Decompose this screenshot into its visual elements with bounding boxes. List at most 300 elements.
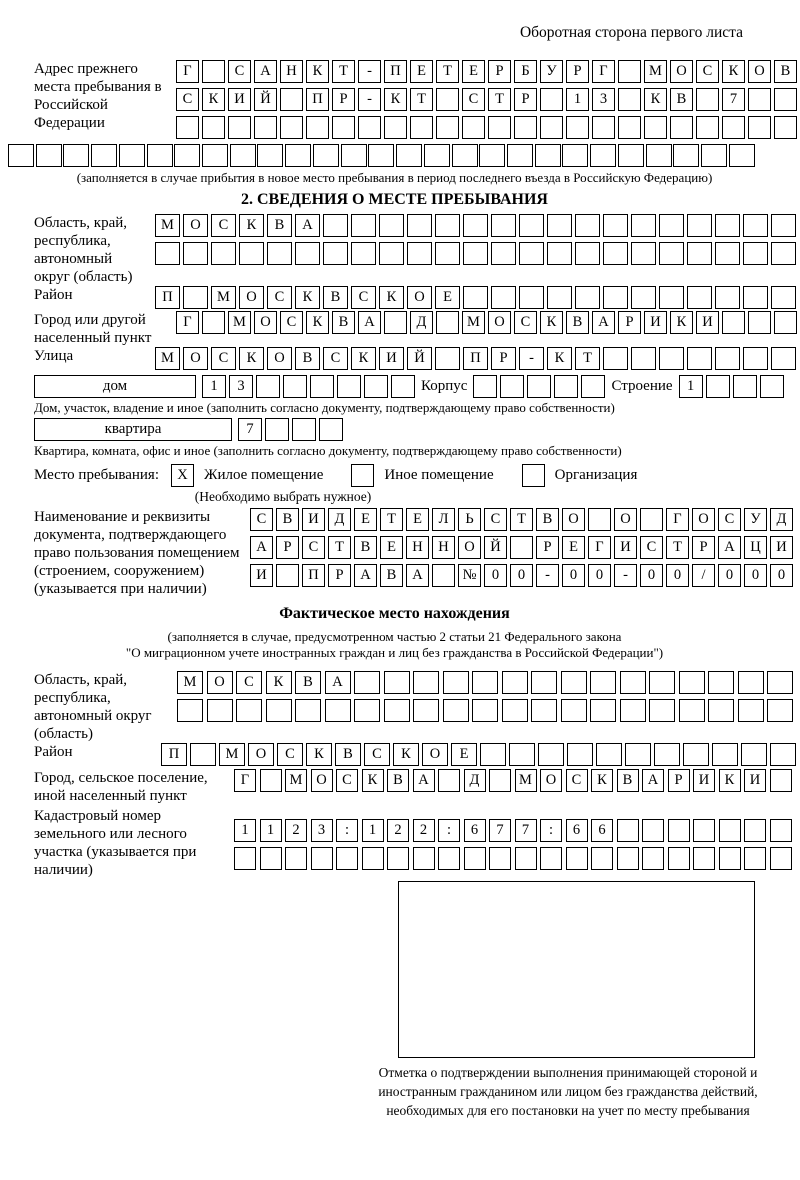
char-cell[interactable]: К (719, 769, 741, 792)
char-cell[interactable] (701, 144, 727, 167)
char-cell[interactable] (540, 847, 562, 870)
char-cell[interactable] (323, 242, 348, 265)
char-cell[interactable]: С (640, 536, 663, 559)
char-cell[interactable] (472, 671, 498, 694)
char-cell[interactable]: Г (234, 769, 256, 792)
char-cell[interactable]: Т (436, 60, 459, 83)
char-cell[interactable]: И (744, 769, 766, 792)
char-cell[interactable] (519, 242, 544, 265)
char-cell[interactable]: К (393, 743, 419, 766)
char-cell[interactable] (642, 847, 664, 870)
char-cell[interactable] (640, 508, 663, 531)
char-cell[interactable] (190, 743, 216, 766)
char-cell[interactable] (155, 242, 180, 265)
char-cell[interactable] (592, 116, 615, 139)
char-cell[interactable] (668, 847, 690, 870)
char-cell[interactable] (351, 214, 376, 237)
char-cell[interactable] (295, 699, 321, 722)
char-cell[interactable]: 1 (234, 819, 256, 842)
char-cell[interactable] (748, 116, 771, 139)
char-cell[interactable] (63, 144, 89, 167)
char-cell[interactable] (588, 508, 611, 531)
char-cell[interactable]: К (362, 769, 384, 792)
char-cell[interactable]: А (413, 769, 435, 792)
char-cell[interactable]: К (379, 286, 404, 309)
char-cell[interactable]: Е (451, 743, 477, 766)
char-cell[interactable] (489, 847, 511, 870)
char-cell[interactable]: М (285, 769, 307, 792)
char-cell[interactable] (748, 311, 771, 334)
char-cell[interactable] (119, 144, 145, 167)
char-cell[interactable] (743, 286, 768, 309)
char-cell[interactable]: / (692, 564, 715, 587)
char-cell[interactable]: П (384, 60, 407, 83)
char-cell[interactable] (202, 60, 225, 83)
char-cell[interactable]: С (566, 769, 588, 792)
char-cell[interactable] (234, 847, 256, 870)
char-cell[interactable] (590, 699, 616, 722)
char-cell[interactable]: С (176, 88, 199, 111)
char-cell[interactable] (617, 847, 639, 870)
char-cell[interactable]: 1 (679, 375, 703, 398)
char-cell[interactable] (462, 116, 485, 139)
char-cell[interactable] (254, 116, 277, 139)
char-cell[interactable]: - (614, 564, 637, 587)
char-cell[interactable] (463, 242, 488, 265)
char-cell[interactable] (547, 286, 572, 309)
char-cell[interactable] (472, 699, 498, 722)
char-cell[interactable] (659, 347, 684, 370)
char-cell[interactable]: Р (618, 311, 641, 334)
char-cell[interactable] (323, 214, 348, 237)
char-cell[interactable]: О (422, 743, 448, 766)
char-cell[interactable] (591, 847, 613, 870)
char-cell[interactable]: Н (432, 536, 455, 559)
char-cell[interactable] (771, 242, 796, 265)
char-cell[interactable] (310, 375, 334, 398)
char-cell[interactable]: С (514, 311, 537, 334)
char-cell[interactable] (631, 286, 656, 309)
char-cell[interactable]: О (311, 769, 333, 792)
char-cell[interactable] (295, 242, 320, 265)
char-cell[interactable] (618, 88, 641, 111)
char-cell[interactable] (379, 242, 404, 265)
char-cell[interactable] (443, 699, 469, 722)
char-cell[interactable] (510, 536, 533, 559)
char-cell[interactable]: 2 (413, 819, 435, 842)
char-cell[interactable]: Л (432, 508, 455, 531)
char-cell[interactable]: : (540, 819, 562, 842)
char-cell[interactable] (480, 743, 506, 766)
char-cell[interactable]: С (718, 508, 741, 531)
char-cell[interactable] (693, 847, 715, 870)
char-cell[interactable] (311, 847, 333, 870)
char-cell[interactable]: У (540, 60, 563, 83)
char-cell[interactable] (719, 819, 741, 842)
char-cell[interactable] (575, 242, 600, 265)
char-cell[interactable] (547, 214, 572, 237)
char-cell[interactable] (463, 286, 488, 309)
char-cell[interactable] (642, 819, 664, 842)
char-cell[interactable]: 0 (588, 564, 611, 587)
char-cell[interactable] (463, 214, 488, 237)
char-cell[interactable]: Е (380, 536, 403, 559)
char-cell[interactable] (384, 671, 410, 694)
char-cell[interactable] (760, 375, 784, 398)
char-cell[interactable] (384, 311, 407, 334)
char-cell[interactable] (620, 671, 646, 694)
char-cell[interactable] (770, 743, 796, 766)
char-cell[interactable] (538, 743, 564, 766)
char-cell[interactable] (527, 375, 551, 398)
char-cell[interactable] (733, 375, 757, 398)
char-cell[interactable] (491, 214, 516, 237)
char-cell[interactable] (771, 286, 796, 309)
char-cell[interactable] (744, 847, 766, 870)
char-cell[interactable] (267, 242, 292, 265)
char-cell[interactable] (362, 847, 384, 870)
char-cell[interactable] (531, 671, 557, 694)
char-cell[interactable]: А (592, 311, 615, 334)
char-cell[interactable]: С (364, 743, 390, 766)
char-cell[interactable] (436, 116, 459, 139)
char-cell[interactable] (687, 286, 712, 309)
char-cell[interactable] (696, 88, 719, 111)
char-cell[interactable] (410, 116, 433, 139)
char-cell[interactable] (575, 214, 600, 237)
char-cell[interactable] (738, 699, 764, 722)
char-cell[interactable] (256, 375, 280, 398)
char-cell[interactable] (174, 144, 200, 167)
char-cell[interactable] (625, 743, 651, 766)
char-cell[interactable]: С (277, 743, 303, 766)
char-cell[interactable] (581, 375, 605, 398)
char-cell[interactable] (744, 819, 766, 842)
char-cell[interactable]: Р (328, 564, 351, 587)
char-cell[interactable]: Е (406, 508, 429, 531)
char-cell[interactable]: К (239, 214, 264, 237)
char-cell[interactable] (509, 743, 535, 766)
char-cell[interactable] (473, 375, 497, 398)
char-cell[interactable]: Й (484, 536, 507, 559)
char-cell[interactable] (228, 116, 251, 139)
char-cell[interactable] (722, 116, 745, 139)
char-cell[interactable] (396, 144, 422, 167)
char-cell[interactable]: Д (464, 769, 486, 792)
char-cell[interactable] (8, 144, 34, 167)
char-cell[interactable] (774, 88, 797, 111)
char-cell[interactable]: Т (332, 60, 355, 83)
char-cell[interactable]: К (202, 88, 225, 111)
char-cell[interactable]: Р (276, 536, 299, 559)
char-cell[interactable]: Т (328, 536, 351, 559)
char-cell[interactable] (230, 144, 256, 167)
char-cell[interactable]: Т (575, 347, 600, 370)
char-cell[interactable]: А (358, 311, 381, 334)
char-cell[interactable]: М (462, 311, 485, 334)
char-cell[interactable] (488, 116, 511, 139)
char-cell[interactable] (687, 242, 712, 265)
char-cell[interactable]: Т (488, 88, 511, 111)
char-cell[interactable] (432, 564, 455, 587)
char-cell[interactable]: Р (332, 88, 355, 111)
char-cell[interactable] (91, 144, 117, 167)
char-cell[interactable] (176, 116, 199, 139)
char-cell[interactable] (620, 699, 646, 722)
char-cell[interactable] (491, 242, 516, 265)
char-cell[interactable]: С (228, 60, 251, 83)
char-cell[interactable] (387, 847, 409, 870)
char-cell[interactable]: К (306, 311, 329, 334)
char-cell[interactable]: 0 (744, 564, 767, 587)
char-cell[interactable] (575, 286, 600, 309)
char-cell[interactable] (236, 699, 262, 722)
char-cell[interactable]: О (407, 286, 432, 309)
char-cell[interactable] (566, 116, 589, 139)
char-cell[interactable]: К (351, 347, 376, 370)
char-cell[interactable] (617, 819, 639, 842)
char-cell[interactable]: К (295, 286, 320, 309)
char-cell[interactable] (266, 699, 292, 722)
char-cell[interactable]: Р (668, 769, 690, 792)
char-cell[interactable] (741, 743, 767, 766)
char-cell[interactable] (354, 699, 380, 722)
char-cell[interactable]: К (306, 60, 329, 83)
char-cell[interactable] (531, 699, 557, 722)
char-cell[interactable]: 7 (489, 819, 511, 842)
char-cell[interactable] (202, 116, 225, 139)
char-cell[interactable]: Д (410, 311, 433, 334)
char-cell[interactable] (384, 699, 410, 722)
char-cell[interactable]: В (323, 286, 348, 309)
char-cell[interactable] (292, 418, 316, 441)
char-cell[interactable] (413, 671, 439, 694)
char-cell[interactable]: В (335, 743, 361, 766)
char-cell[interactable]: П (302, 564, 325, 587)
char-cell[interactable]: 7 (722, 88, 745, 111)
char-cell[interactable]: 6 (591, 819, 613, 842)
char-cell[interactable] (743, 347, 768, 370)
char-cell[interactable] (435, 214, 460, 237)
char-cell[interactable] (693, 819, 715, 842)
char-cell[interactable] (276, 564, 299, 587)
char-cell[interactable]: Т (666, 536, 689, 559)
char-cell[interactable] (771, 214, 796, 237)
char-cell[interactable]: Н (406, 536, 429, 559)
char-cell[interactable]: А (250, 536, 273, 559)
char-cell[interactable] (364, 375, 388, 398)
char-cell[interactable]: С (302, 536, 325, 559)
char-cell[interactable] (715, 214, 740, 237)
char-cell[interactable] (257, 144, 283, 167)
char-cell[interactable] (596, 743, 622, 766)
char-cell[interactable]: О (670, 60, 693, 83)
char-cell[interactable]: 0 (666, 564, 689, 587)
char-cell[interactable]: 0 (510, 564, 533, 587)
char-cell[interactable] (673, 144, 699, 167)
char-cell[interactable] (706, 375, 730, 398)
char-cell[interactable]: О (267, 347, 292, 370)
char-cell[interactable]: О (248, 743, 274, 766)
char-cell[interactable]: 3 (311, 819, 333, 842)
char-cell[interactable] (285, 847, 307, 870)
char-cell[interactable]: Й (254, 88, 277, 111)
char-cell[interactable]: Г (176, 311, 199, 334)
char-cell[interactable] (679, 699, 705, 722)
char-cell[interactable] (631, 214, 656, 237)
char-cell[interactable] (285, 144, 311, 167)
char-cell[interactable]: Г (176, 60, 199, 83)
char-cell[interactable]: Е (435, 286, 460, 309)
char-cell[interactable]: В (332, 311, 355, 334)
char-cell[interactable] (743, 242, 768, 265)
char-cell[interactable] (502, 699, 528, 722)
char-cell[interactable]: - (358, 88, 381, 111)
char-cell[interactable]: С (323, 347, 348, 370)
char-cell[interactable]: 7 (238, 418, 262, 441)
char-cell[interactable] (712, 743, 738, 766)
char-cell[interactable] (519, 214, 544, 237)
char-cell[interactable]: О (562, 508, 585, 531)
char-cell[interactable]: С (211, 214, 236, 237)
char-cell[interactable] (515, 847, 537, 870)
char-cell[interactable] (540, 116, 563, 139)
char-cell[interactable] (280, 88, 303, 111)
char-cell[interactable] (774, 311, 797, 334)
char-cell[interactable] (507, 144, 533, 167)
char-cell[interactable]: А (325, 671, 351, 694)
char-cell[interactable]: П (161, 743, 187, 766)
char-cell[interactable]: О (488, 311, 511, 334)
char-cell[interactable]: М (155, 347, 180, 370)
char-cell[interactable] (708, 699, 734, 722)
char-cell[interactable] (679, 671, 705, 694)
char-cell[interactable]: В (295, 671, 321, 694)
char-cell[interactable] (313, 144, 339, 167)
char-cell[interactable]: В (354, 536, 377, 559)
char-cell[interactable] (502, 671, 528, 694)
char-cell[interactable]: К (239, 347, 264, 370)
char-cell[interactable] (631, 347, 656, 370)
char-cell[interactable]: С (336, 769, 358, 792)
char-cell[interactable]: Г (666, 508, 689, 531)
char-cell[interactable]: - (519, 347, 544, 370)
char-cell[interactable]: В (387, 769, 409, 792)
char-cell[interactable]: В (774, 60, 797, 83)
char-cell[interactable]: С (351, 286, 376, 309)
char-cell[interactable] (687, 347, 712, 370)
char-cell[interactable] (649, 699, 675, 722)
char-cell[interactable] (407, 242, 432, 265)
char-cell[interactable]: С (462, 88, 485, 111)
char-cell[interactable]: 3 (229, 375, 253, 398)
char-cell[interactable] (561, 699, 587, 722)
char-cell[interactable] (260, 847, 282, 870)
char-cell[interactable] (280, 116, 303, 139)
char-cell[interactable] (438, 847, 460, 870)
char-cell[interactable]: К (547, 347, 572, 370)
char-cell[interactable]: Р (514, 88, 537, 111)
char-cell[interactable] (319, 418, 343, 441)
char-cell[interactable]: М (644, 60, 667, 83)
char-cell[interactable] (767, 699, 793, 722)
char-cell[interactable]: : (336, 819, 358, 842)
char-cell[interactable] (722, 311, 745, 334)
char-cell[interactable]: В (380, 564, 403, 587)
char-cell[interactable] (729, 144, 755, 167)
char-cell[interactable] (770, 819, 792, 842)
char-cell[interactable]: 0 (640, 564, 663, 587)
char-cell[interactable]: С (236, 671, 262, 694)
char-cell[interactable]: Д (770, 508, 793, 531)
char-cell[interactable] (562, 144, 588, 167)
char-cell[interactable] (708, 671, 734, 694)
char-cell[interactable] (659, 214, 684, 237)
char-cell[interactable]: Т (380, 508, 403, 531)
char-cell[interactable] (183, 242, 208, 265)
char-cell[interactable] (337, 375, 361, 398)
char-cell[interactable]: Т (410, 88, 433, 111)
char-cell[interactable]: М (219, 743, 245, 766)
char-cell[interactable]: К (591, 769, 613, 792)
char-cell[interactable]: О (748, 60, 771, 83)
char-cell[interactable]: В (536, 508, 559, 531)
char-cell[interactable] (659, 286, 684, 309)
char-cell[interactable]: 3 (592, 88, 615, 111)
char-cell[interactable] (719, 847, 741, 870)
char-cell[interactable] (325, 699, 351, 722)
char-cell[interactable]: К (670, 311, 693, 334)
char-cell[interactable]: 6 (464, 819, 486, 842)
char-cell[interactable] (715, 242, 740, 265)
char-cell[interactable] (436, 88, 459, 111)
char-cell[interactable]: Г (588, 536, 611, 559)
char-cell[interactable] (438, 769, 460, 792)
char-cell[interactable] (265, 418, 289, 441)
char-cell[interactable]: В (566, 311, 589, 334)
char-cell[interactable] (368, 144, 394, 167)
char-cell[interactable] (452, 144, 478, 167)
char-cell[interactable]: Г (592, 60, 615, 83)
char-cell[interactable]: И (302, 508, 325, 531)
char-cell[interactable] (644, 116, 667, 139)
char-cell[interactable]: Р (488, 60, 511, 83)
char-cell[interactable] (715, 286, 740, 309)
char-cell[interactable] (519, 286, 544, 309)
char-cell[interactable]: С (484, 508, 507, 531)
char-cell[interactable]: А (718, 536, 741, 559)
char-cell[interactable]: Ь (458, 508, 481, 531)
char-cell[interactable]: И (770, 536, 793, 559)
char-cell[interactable] (407, 214, 432, 237)
char-cell[interactable]: И (644, 311, 667, 334)
char-cell[interactable]: К (306, 743, 332, 766)
char-cell[interactable] (391, 375, 415, 398)
char-cell[interactable]: 2 (387, 819, 409, 842)
char-cell[interactable] (202, 144, 228, 167)
char-cell[interactable] (561, 671, 587, 694)
char-cell[interactable] (770, 769, 792, 792)
char-cell[interactable] (540, 88, 563, 111)
char-cell[interactable] (603, 347, 628, 370)
char-cell[interactable] (646, 144, 672, 167)
char-cell[interactable] (354, 671, 380, 694)
char-cell[interactable]: В (276, 508, 299, 531)
char-cell[interactable]: О (614, 508, 637, 531)
char-cell[interactable]: Б (514, 60, 537, 83)
char-cell[interactable] (443, 671, 469, 694)
char-cell[interactable]: К (384, 88, 407, 111)
